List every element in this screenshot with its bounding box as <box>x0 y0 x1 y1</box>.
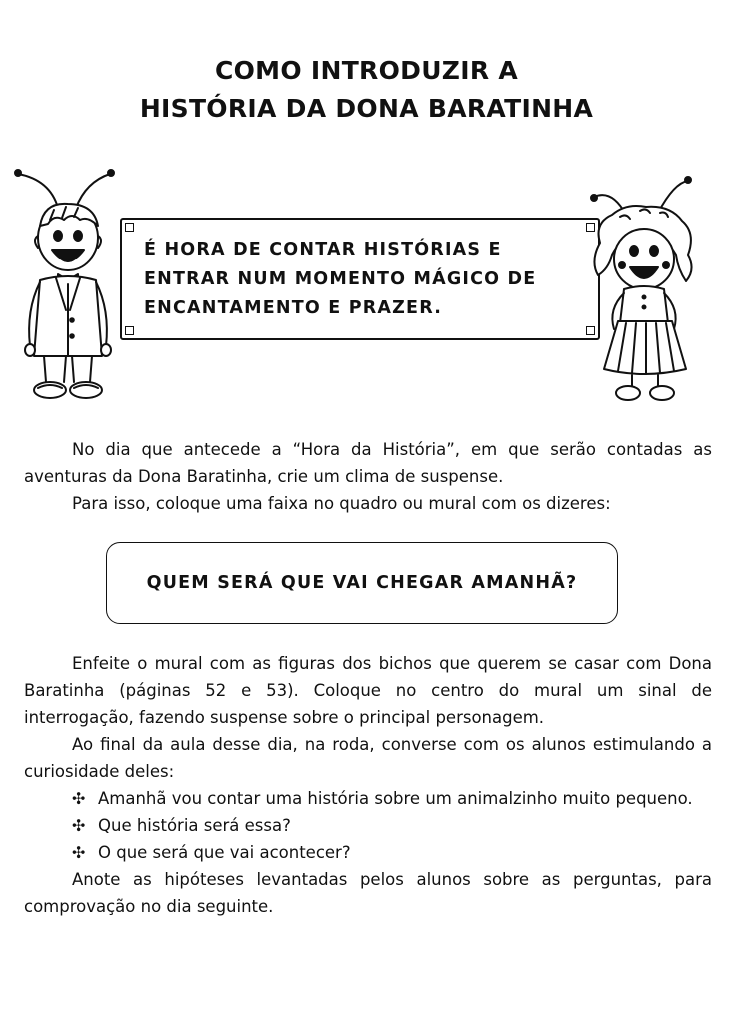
ornament-bullet-icon: ✣ <box>72 816 86 835</box>
frame-corner-ornament <box>125 326 134 335</box>
mural-sign-box <box>106 542 618 624</box>
list-item <box>24 839 712 866</box>
activity-paragraph-1: Enfeite o mural com as figuras dos bichos que querem se casar com Dona Baratinha (páginas 52 e 53). Coloque no centro do mural um sinal de interrogação, fazendo suspense sobre o principal personagem. <box>24 654 712 727</box>
banner-line-2: ENTRAR NUM MOMENTO MÁGICO DE <box>144 269 537 289</box>
title-line-1: COMO INTRODUZIR A <box>214 56 519 85</box>
ornament-bullet-icon: ✣ <box>72 789 86 808</box>
page-title <box>0 52 733 128</box>
banner-line-3: ENCANTAMENTO E PRAZER. <box>144 298 443 318</box>
mural-sign-text: QUEM SERÁ QUE VAI CHEGAR AMANHÃ? <box>146 573 578 593</box>
activity-section <box>24 650 712 920</box>
intro-paragraph-1: No dia que antecede a “Hora da História”, em que serão contadas as aventuras da Dona Baratinha, crie um clima de suspense. <box>24 440 712 486</box>
ornament-bullet-icon: ✣ <box>72 843 86 862</box>
list-item <box>24 785 712 812</box>
bullet-text: O que será que vai acontecer? <box>98 843 351 862</box>
banner-frame <box>120 218 600 340</box>
intro-section <box>24 436 712 517</box>
banner-text <box>144 236 588 323</box>
banner-line-1: É HORA DE CONTAR HISTÓRIAS E <box>144 240 502 260</box>
title-line-2: HISTÓRIA DA DONA BARATINHA <box>139 94 594 123</box>
intro-paragraph-2: Para isso, coloque uma faixa no quadro ou mural com os dizeres: <box>72 494 611 513</box>
cockroach-boy-illustration <box>10 160 128 405</box>
dona-baratinha-illustration <box>582 173 710 405</box>
frame-corner-ornament <box>125 223 134 232</box>
activity-paragraph-2: Ao final da aula desse dia, na roda, converse com os alunos estimulando a curiosidade deles: <box>24 735 712 781</box>
bullet-text: Que história será essa? <box>98 816 291 835</box>
bullet-text: Amanhã vou contar uma história sobre um animalzinho muito pequeno. <box>98 789 693 808</box>
activity-paragraph-3: Anote as hipóteses levantadas pelos alunos sobre as perguntas, para comprovação no dia seguinte. <box>24 870 712 916</box>
list-item <box>24 812 712 839</box>
